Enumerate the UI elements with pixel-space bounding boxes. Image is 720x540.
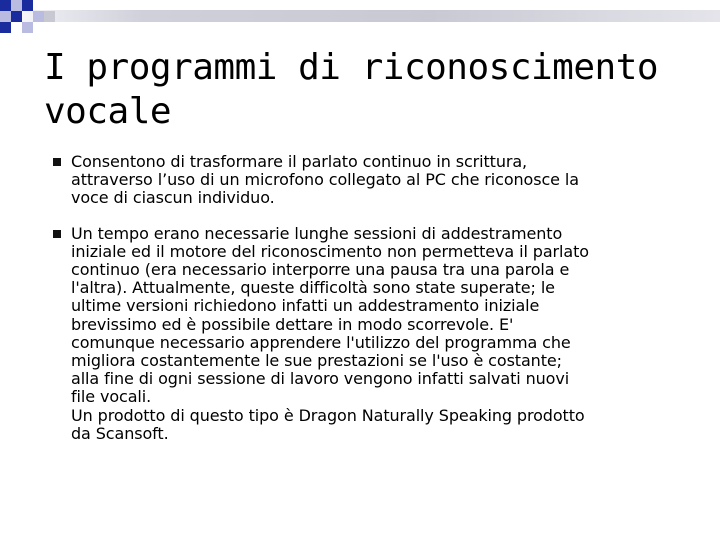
bullet-text-line: brevissimo ed è possibile dettare in modo scorrevole. E' — [71, 314, 514, 334]
bullet-text-line: ultime versioni richiedono infatti un addestramento iniziale — [71, 296, 540, 316]
slide-title — [44, 46, 684, 134]
bullet-text-line: migliora costantemente le sue prestazioni se l'uso è costante; — [71, 351, 562, 371]
bullet-text-line: file vocali. — [71, 387, 152, 407]
slide-title-line: vocale — [44, 91, 172, 132]
square-bullet-icon — [53, 230, 61, 238]
bullet-text-line: Un tempo erano necessarie lunghe sessioni di addestramento — [71, 223, 563, 243]
bullet-text-line: l'altra). Attualmente, queste difficoltà sono state superate; le — [71, 278, 555, 298]
pattern-square — [11, 0, 22, 11]
bullet-item — [44, 225, 694, 443]
pattern-square — [22, 22, 33, 33]
pattern-square — [0, 0, 11, 11]
bullet-text — [71, 225, 694, 443]
pattern-square — [0, 22, 11, 33]
bullet-text-line: iniziale ed il motore del riconoscimento non permetteva il parlato — [71, 241, 589, 261]
header-decoration-bar — [0, 10, 720, 22]
square-bullet-icon — [53, 158, 61, 166]
bullet-text-line: comunque necessario apprendere l'utilizzo del programma che — [71, 332, 571, 352]
bullet-item — [44, 153, 694, 208]
pattern-square — [33, 11, 44, 22]
bullet-text-line: attraverso l’uso di un microfono collegato al PC che riconosce la — [71, 170, 579, 190]
pattern-square — [44, 11, 55, 22]
bullet-text-line: Un prodotto di questo tipo è Dragon Naturally Speaking prodotto — [71, 405, 585, 425]
bullet-text-line: continuo (era necessario interporre una pausa tra una parola e — [71, 260, 570, 280]
bullet-text-line: alla fine di ogni sessione di lavoro vengono infatti salvati nuovi — [71, 369, 570, 389]
bullet-text-line: voce di ciascun individuo. — [71, 188, 275, 208]
bullet-list — [44, 153, 694, 460]
bullet-text — [71, 153, 694, 208]
bullet-text-line: da Scansoft. — [71, 423, 169, 443]
pattern-square — [0, 11, 11, 22]
pattern-square — [11, 11, 22, 22]
slide-title-line: I programmi di riconoscimento — [44, 47, 659, 88]
pattern-square — [22, 0, 33, 11]
bullet-text-line: Consentono di trasformare il parlato continuo in scrittura, — [71, 152, 528, 171]
